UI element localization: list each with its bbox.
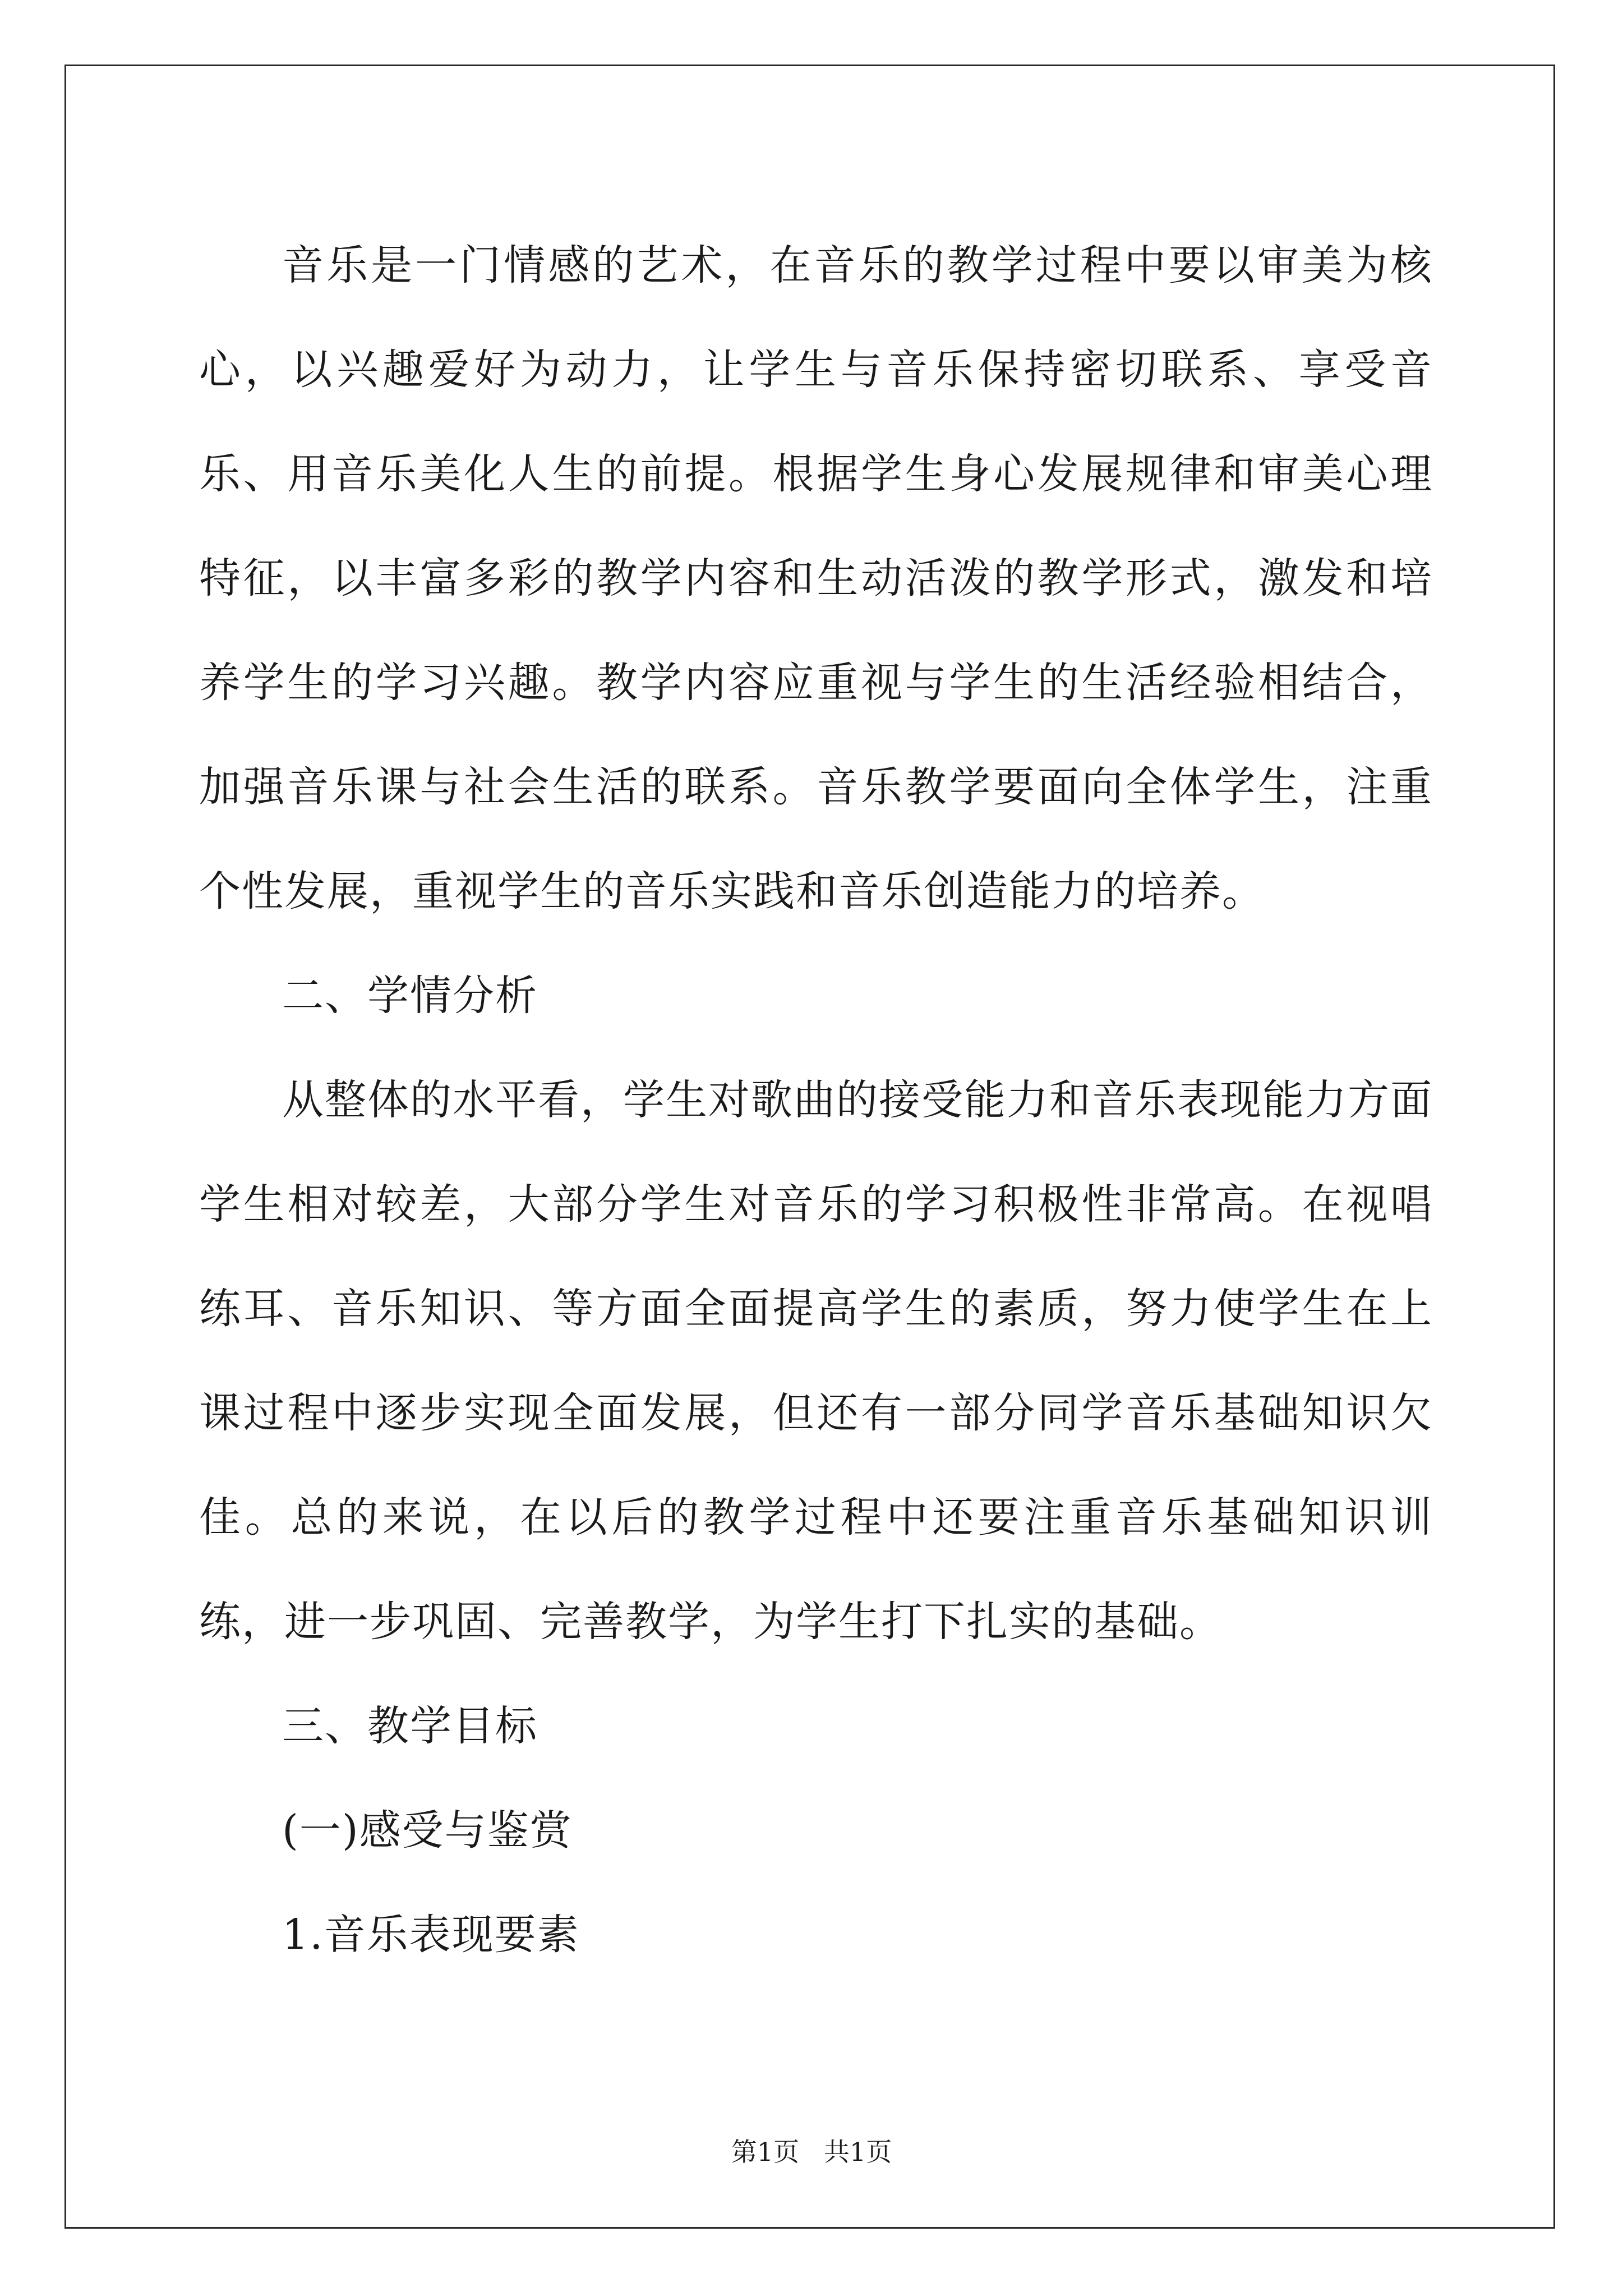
heading-music-elements: 1.音乐表现要素 [282,1911,580,1959]
page-number-footer: 第1页 共1页 [731,2137,892,2167]
paragraph-intro: 音乐是一门情感的艺术，在音乐的教学过程中要以审美为核心，以兴趣爱好为动力，让学生与音乐保持密切联系、享受音乐、用音乐美化人生的前提。根据学生身心发展规律和审美心理特征，以丰富多彩的教学内容和生动活泼的教学形式，激发和培养学生的学习兴趣。教学内容应重视与学生的生活经验相结合，加强音乐课与社会生活的联系。音乐教学要面向全体学生，注重个性发展，重视学生的音乐实践和音乐创造能力的培养。 [199,241,1433,915]
paragraph-learning-analysis: 从整体的水平看，学生对歌曲的接受能力和音乐表现能力方面学生相对较差，大部分学生对音乐的学习积极性非常高。在视唱练耳、音乐知识、等方面全面提高学生的素质，努力使学生在上课过程中逐步实现全面发展，但还有一部分同学音乐基础知识欠佳。总的来说，在以后的教学过程中还要注重音乐基础知识训练，进一步巩固、完善教学，为学生打下扎实的基础。 [199,1076,1433,1646]
heading-teaching-goals: 三、教学目标 [282,1702,538,1750]
document-body [199,213,1433,1987]
heading-learning-analysis: 二、学情分析 [282,972,538,1020]
heading-feeling-appreciation: (一)感受与鉴赏 [282,1806,573,1855]
